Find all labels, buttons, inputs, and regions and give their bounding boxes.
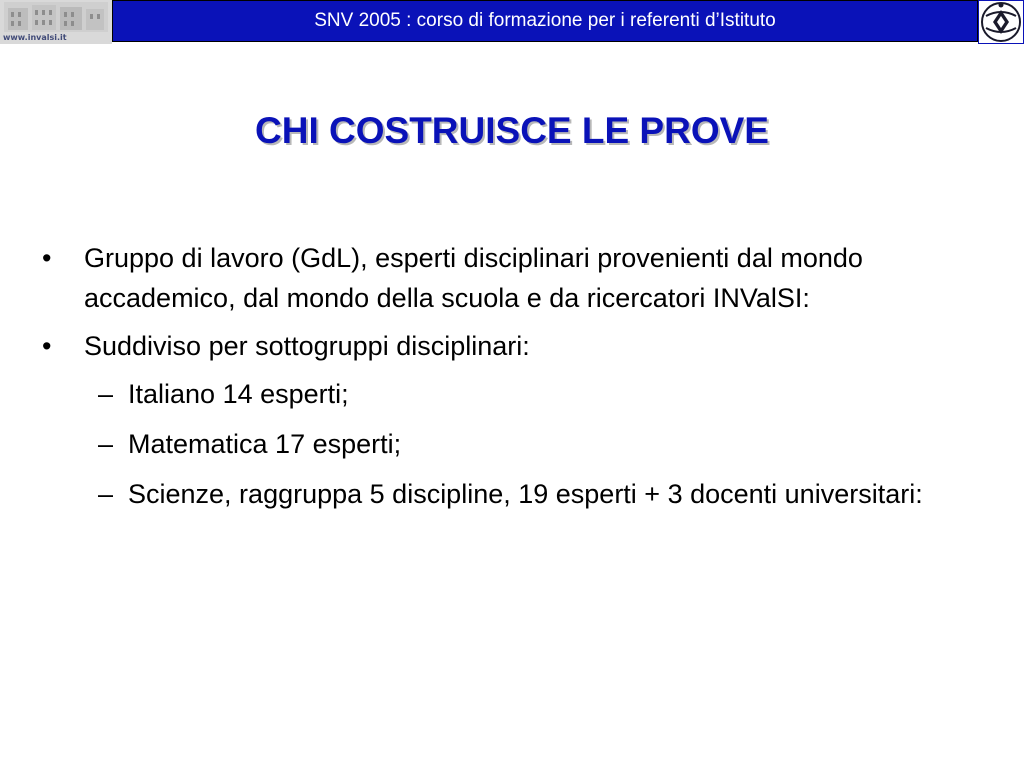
slide-body	[42, 238, 982, 524]
bullet-item	[42, 238, 982, 318]
dash-icon: –	[98, 479, 114, 509]
sub-bullet-text: Scienze, raggruppa 5 discipline, 19 esperti + 3 docenti universitari:	[128, 479, 923, 509]
sub-bullet-item	[42, 474, 982, 514]
sub-bullet-item	[42, 374, 982, 414]
invalsi-emblem-icon	[978, 0, 1024, 44]
bullet-icon: •	[42, 243, 52, 273]
sub-bullet-item	[42, 424, 982, 464]
invalsi-emblem	[978, 0, 1024, 44]
bullet-icon: •	[42, 331, 52, 361]
slide-title: CHI COSTRUISCE LE PROVE	[255, 110, 769, 151]
header-title: SNV 2005 : corso di formazione per i referenti d’Istituto	[112, 0, 978, 42]
building-image-icon	[4, 2, 108, 32]
bullet-item	[42, 326, 982, 366]
dash-icon: –	[98, 429, 114, 459]
sub-bullet-text: Italiano 14 esperti;	[128, 379, 349, 409]
bullet-text: Suddiviso per sottogruppi disciplinari:	[84, 331, 530, 361]
sub-bullet-text: Matematica 17 esperti;	[128, 429, 402, 459]
slide-header	[0, 0, 1024, 44]
dash-icon: –	[98, 379, 114, 409]
bullet-text: Gruppo di lavoro (GdL), esperti disciplinari provenienti dal mondo accademico, dal mondo della scuola e da ricercatori INValSI:	[84, 243, 863, 313]
logo-url-text: www.invalsi.it	[3, 33, 67, 42]
invalsi-building-logo	[0, 0, 112, 44]
